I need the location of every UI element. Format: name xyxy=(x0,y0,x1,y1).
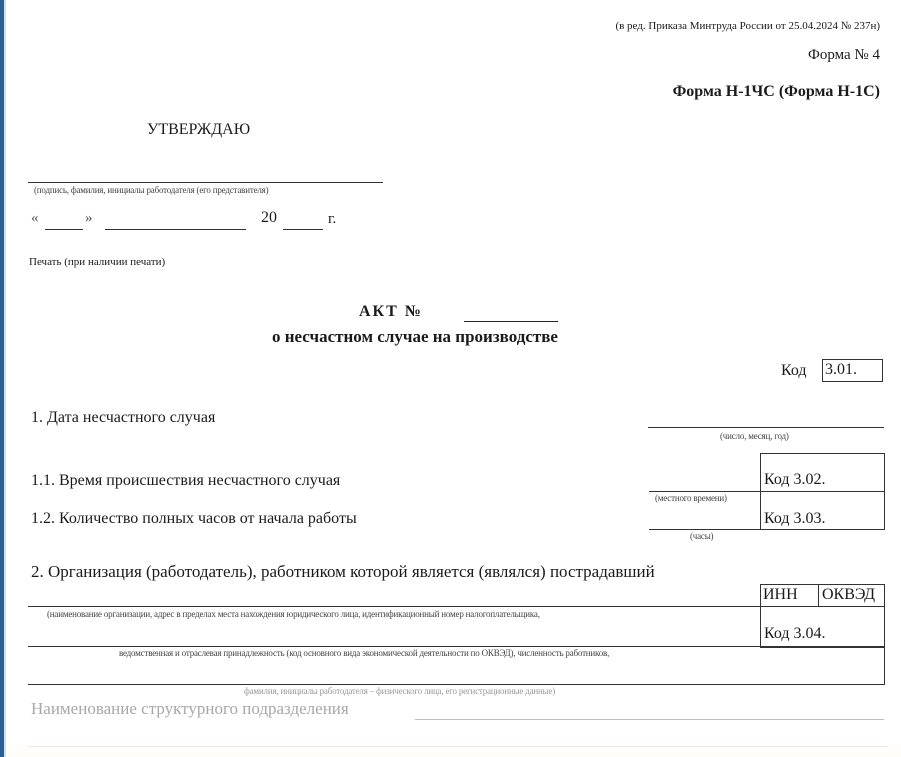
employer-details-field[interactable] xyxy=(28,684,885,685)
form-code-title: Форма Н-1ЧС (Форма Н-1С) xyxy=(672,83,880,100)
code-table-divider xyxy=(649,491,885,492)
structural-unit-field[interactable] xyxy=(415,719,884,720)
inn-okved-header-bottom xyxy=(760,606,885,607)
organization-details-right-border xyxy=(884,646,885,684)
act-number-field[interactable] xyxy=(464,321,558,322)
act-title: АКТ № xyxy=(359,303,423,320)
code-303: Код 3.03. xyxy=(764,510,826,527)
code-302: Код 3.02. xyxy=(764,471,826,488)
section-1-2-label: 1.2. Количество полных часов от начала работы xyxy=(31,510,357,527)
section-1-label: 1. Дата несчастного случая xyxy=(31,409,216,426)
date-month-field[interactable] xyxy=(105,229,246,230)
local-time-caption: (местного времени) xyxy=(655,493,727,503)
form-number: Форма № 4 xyxy=(808,47,880,63)
organization-affiliation-field[interactable] xyxy=(28,646,885,647)
organization-caption-2: ведомственная и отраслевая принадлежность (код основного вида экономической деятельности по ОКВЭД), численность работников, xyxy=(119,648,610,658)
amendment-note: (в ред. Приказа Минтруда России от 25.04.2024 № 237н) xyxy=(615,20,880,32)
hours-caption: (часы) xyxy=(690,531,714,541)
code-301-value: 3.01. xyxy=(825,361,857,378)
page-fade xyxy=(8,740,901,757)
stamp-note: Печать (при наличии печати) xyxy=(29,256,166,268)
code-label: Код xyxy=(781,362,807,379)
organization-caption-1: (наименование организации, адрес в пределах места нахождения юридического лица, идентификационный номер налогоплательщика, xyxy=(47,609,540,619)
date-open-quote: « xyxy=(31,210,39,226)
year-suffix: г. xyxy=(328,211,337,227)
date-year-field[interactable] xyxy=(283,229,323,230)
work-hours-field[interactable] xyxy=(649,529,760,530)
section-1-1-label: 1.1. Время происшествия несчастного случая xyxy=(31,472,341,489)
code-304: Код 3.04. xyxy=(764,625,826,642)
approval-title: УТВЕРЖДАЮ xyxy=(147,121,251,138)
accident-date-caption: (число, месяц, год) xyxy=(720,431,789,441)
inn-header: ИНН xyxy=(763,586,798,603)
signature-line[interactable] xyxy=(28,182,383,183)
signature-caption: (подпись, фамилия, инициалы работодателя (его представителя) xyxy=(34,185,269,195)
section-2-label: 2. Организация (работодатель), работником которой является (являлся) пострадавший xyxy=(31,562,655,581)
year-prefix: 20 xyxy=(261,209,277,226)
act-subtitle: о несчастном случае на производстве xyxy=(272,327,558,346)
organization-caption-3: фамилия, инициалы работодателя – физического лица, его регистрационные данные) xyxy=(244,686,556,696)
inn-okved-header-divider xyxy=(818,584,819,606)
date-day-field[interactable] xyxy=(45,229,83,230)
organization-name-field[interactable] xyxy=(28,606,760,607)
date-close-quote: » xyxy=(85,210,93,226)
structural-unit-label: Наименование структурного подразделения xyxy=(31,699,349,718)
next-line-rule xyxy=(28,746,888,747)
accident-date-field[interactable] xyxy=(648,427,884,428)
okved-header: ОКВЭД xyxy=(822,586,876,603)
